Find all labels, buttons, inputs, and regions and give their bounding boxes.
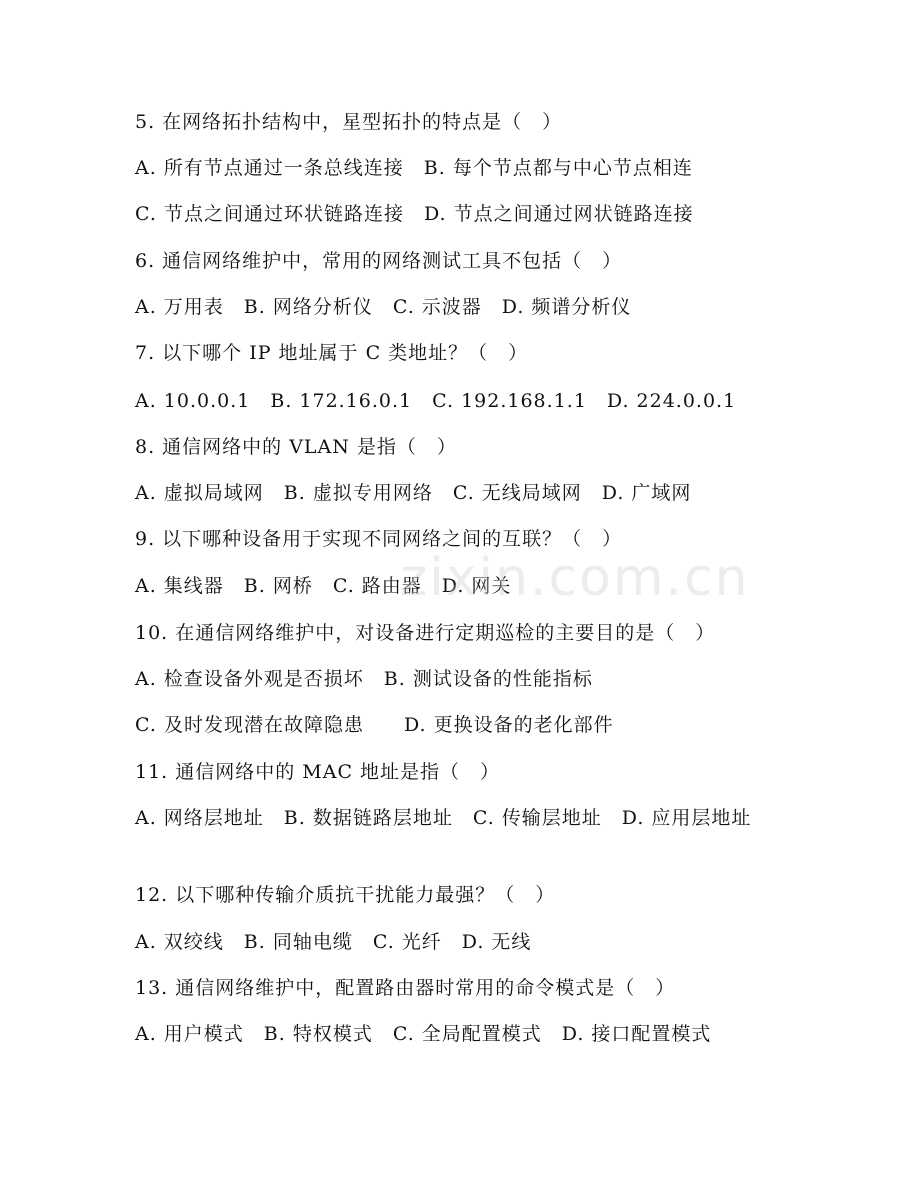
question-8-options: A. 虚拟局域网 B. 虚拟专用网络 C. 无线局域网 D. 广域网 (135, 482, 692, 504)
question-11-options: A. 网络层地址 B. 数据链路层地址 C. 传输层地址 D. 应用层地址 (135, 807, 752, 829)
question-12-options: A. 双绞线 B. 同轴电缆 C. 光纤 D. 无线 (135, 931, 532, 953)
question-11: 11. 通信网络中的 MAC 地址是指（ ） (135, 761, 501, 783)
question-9-options: A. 集线器 B. 网桥 C. 路由器 D. 网关 (135, 575, 512, 597)
question-5: 5. 在网络拓扑结构中，星型拓扑的特点是（ ） (135, 111, 563, 133)
question-6: 6. 通信网络维护中，常用的网络测试工具不包括（ ） (135, 250, 623, 272)
question-10-options-ab: A. 检查设备外观是否损坏 B. 测试设备的性能指标 (135, 668, 593, 690)
question-5-options-ab: A. 所有节点通过一条总线连接 B. 每个节点都与中心节点相连 (135, 157, 693, 179)
watermark: zixin.com.cn (400, 548, 750, 608)
question-8: 8. 通信网络中的 VLAN 是指（ ） (135, 436, 457, 458)
question-13-options: A. 用户模式 B. 特权模式 C. 全局配置模式 D. 接口配置模式 (135, 1023, 712, 1045)
question-7: 7. 以下哪个 IP 地址属于 C 类地址？（ ） (135, 342, 529, 364)
question-13: 13. 通信网络维护中，配置路由器时常用的命令模式是（ ） (135, 977, 676, 999)
question-12: 12. 以下哪种传输介质抗干扰能力最强？（ ） (135, 884, 556, 906)
question-5-options-cd: C. 节点之间通过环状链路连接 D. 节点之间通过网状链路连接 (135, 203, 694, 225)
question-10-options-cd: C. 及时发现潜在故障隐患 D. 更换设备的老化部件 (135, 714, 614, 736)
question-6-options: A. 万用表 B. 网络分析仪 C. 示波器 D. 频谱分析仪 (135, 296, 632, 318)
question-9: 9. 以下哪种设备用于实现不同网络之间的互联？（ ） (135, 528, 623, 550)
question-10: 10. 在通信网络维护中，对设备进行定期巡检的主要目的是（ ） (135, 622, 716, 644)
question-7-options: A. 10.0.0.1 B. 172.16.0.1 C. 192.168.1.1 D. 224.0.0.1 (135, 390, 737, 412)
